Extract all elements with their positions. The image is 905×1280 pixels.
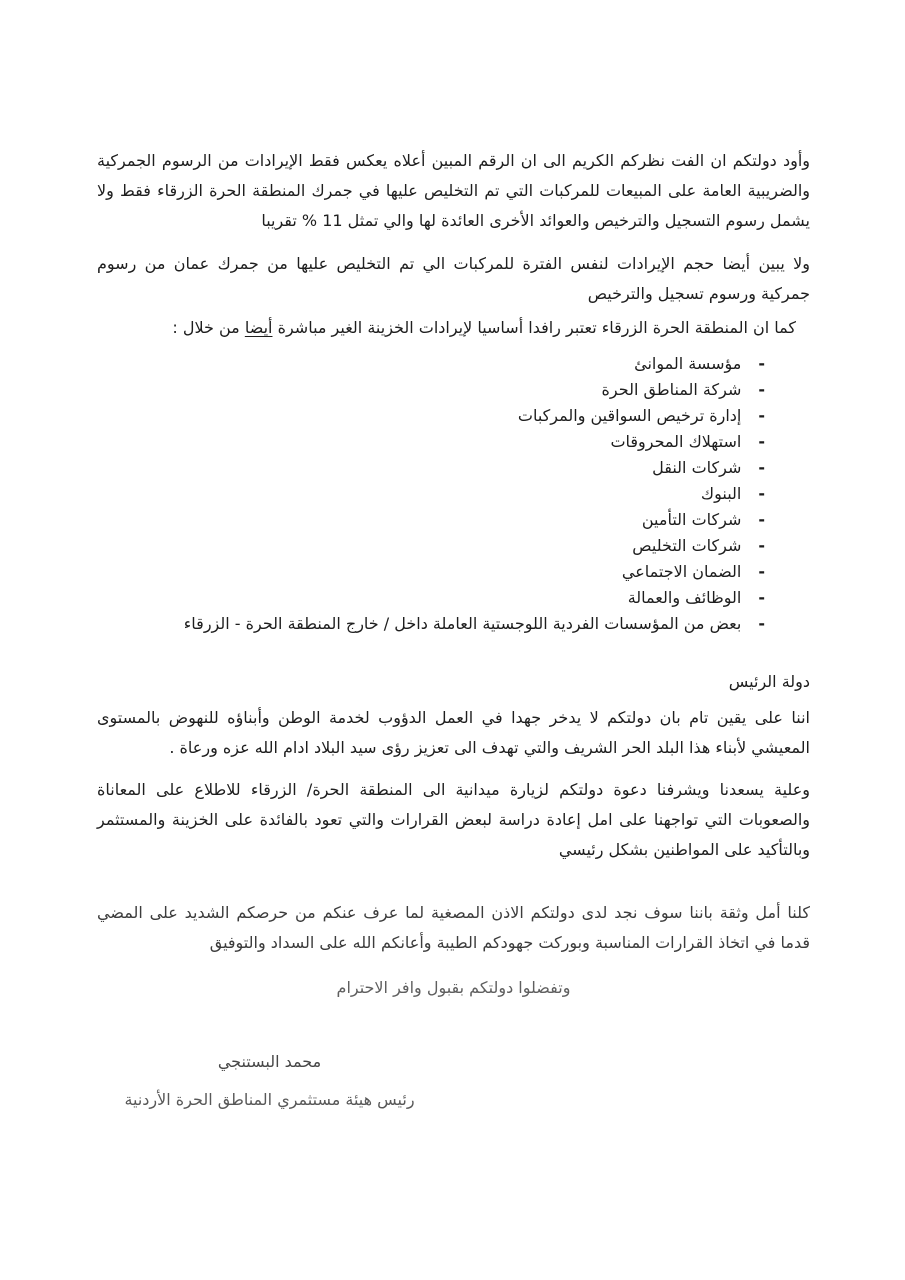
list-item-insurance-companies — [97, 507, 765, 533]
paragraph-indirect-revenue-tail: من خلال : — [172, 318, 245, 337]
salutation-prime-minister: دولة الرئيس — [728, 672, 810, 691]
list-item-label: مؤسسة الموانئ — [634, 354, 742, 373]
list-item-ports-corporation — [97, 351, 765, 377]
list-item-jobs-employment — [97, 585, 765, 611]
dash-bullet: - — [758, 406, 765, 425]
list-item-clearance-companies — [97, 533, 765, 559]
signature-title: رئيس هيئة مستثمري المناطق الحرة الأردنية — [124, 1090, 415, 1109]
paragraph-hope-and-trust: كلنا أمل وثقة باننا سوف نجد لدى دولتكم الاذن المصغية لما عرف عنكم من حرصكم الشديد على المضي قدما في اتخاذ القرارات المناسبة وبوركت جهودكم الطيبة وأعانكم الله على السداد والتوفيق — [97, 903, 810, 952]
dash-bullet: - — [758, 510, 765, 529]
paragraph-customs-revenues-note: وأود دولتكم ان الفت نظركم الكريم الى ان الرقم المبين أعلاه يعكس فقط الإيرادات من الرسوم الجمركية والضريبية العامة على المبيعات للمركبات التي تم التخليص عليها في جمرك المنطقة الحرة الزرقاء فقط ولا يشمل رسوم التسجيل والترخيص والعوائد الأخرى العائدة لها والي تمثل 11 % تقريبا — [97, 151, 810, 230]
dash-bullet: - — [758, 484, 765, 503]
list-item-logistics-institutions — [97, 611, 765, 637]
signature-name: محمد البستنجي — [217, 1052, 322, 1071]
list-item-label: شركة المناطق الحرة — [601, 380, 742, 399]
dash-bullet: - — [758, 562, 765, 581]
dash-bullet: - — [758, 588, 765, 607]
list-item-social-security — [97, 559, 765, 585]
list-item-label: شركات التأمين — [641, 510, 742, 529]
revenue-sources-list — [97, 351, 810, 637]
paragraph-field-visit-invitation: وعلية يسعدنا ويشرفنا دعوة دولتكم لزيارة ميدانية الى المنطقة الحرة/ الزرقاء للاطلاع على المعاناة والصعوبات التي تواجهنا على امل إعادة دراسة لبعض القرارات والتي تعود بالفائدة على الخزينة والمستثمر وبالتأكيد على المواطنين بشكل رئيسي — [97, 780, 810, 859]
paragraph-appreciation: اننا على يقين تام بان دولتكم لا يدخر جهدا في العمل الدؤوب لخدمة الوطن وأبناؤه للنهوض بالمستوى المعيشي لأبناء هذا البلد الحر الشريف والتي تهدف الى تعزيز رؤى سيد البلاد ادام الله عزه ورعاة . — [97, 708, 810, 757]
list-item-label: إدارة ترخيص السواقين والمركبات — [517, 406, 742, 425]
list-item-transport-companies — [97, 455, 765, 481]
dash-bullet: - — [758, 432, 765, 451]
list-item-label: البنوك — [700, 484, 742, 503]
list-item-label: شركات التخليص — [632, 536, 742, 555]
list-item-banks — [97, 481, 765, 507]
dash-bullet: - — [758, 354, 765, 373]
list-item-label: بعض من المؤسسات الفردية اللوجستية العاملة داخل / خارج المنطقة الحرة - الزرقاء — [183, 614, 742, 633]
paragraph-amman-customs-note: ولا يبين أيضا حجم الإيرادات لنفس الفترة للمركبات الي تم التخليص عليها من جمرك عمان من رسوم جمركية ورسوم تسجيل والترخيص — [97, 254, 810, 303]
list-item-label: استهلاك المحروقات — [610, 432, 742, 451]
signature-block — [97, 1047, 442, 1115]
closing-respects: وتفضلوا دولتكم بقبول وافر الاحترام — [336, 978, 571, 997]
dash-bullet: - — [758, 380, 765, 399]
list-item-label: شركات النقل — [652, 458, 742, 477]
list-item-label: الضمان الاجتماعي — [621, 562, 742, 581]
paragraph-indirect-revenue-text: كما ان المنطقة الحرة الزرقاء تعتبر رافدا أساسيا لإيرادات الخزينة الغير مباشرة — [272, 318, 796, 337]
list-item-drivers-licensing — [97, 403, 765, 429]
list-item-label: الوظائف والعمالة — [627, 588, 742, 607]
list-item-fuel-consumption — [97, 429, 765, 455]
underlined-word-aydan: أيضا — [244, 318, 273, 337]
list-item-free-zones-company — [97, 377, 765, 403]
paragraph-indirect-revenue-intro — [97, 313, 810, 343]
dash-bullet: - — [758, 536, 765, 555]
dash-bullet: - — [758, 614, 765, 633]
dash-bullet: - — [758, 458, 765, 477]
